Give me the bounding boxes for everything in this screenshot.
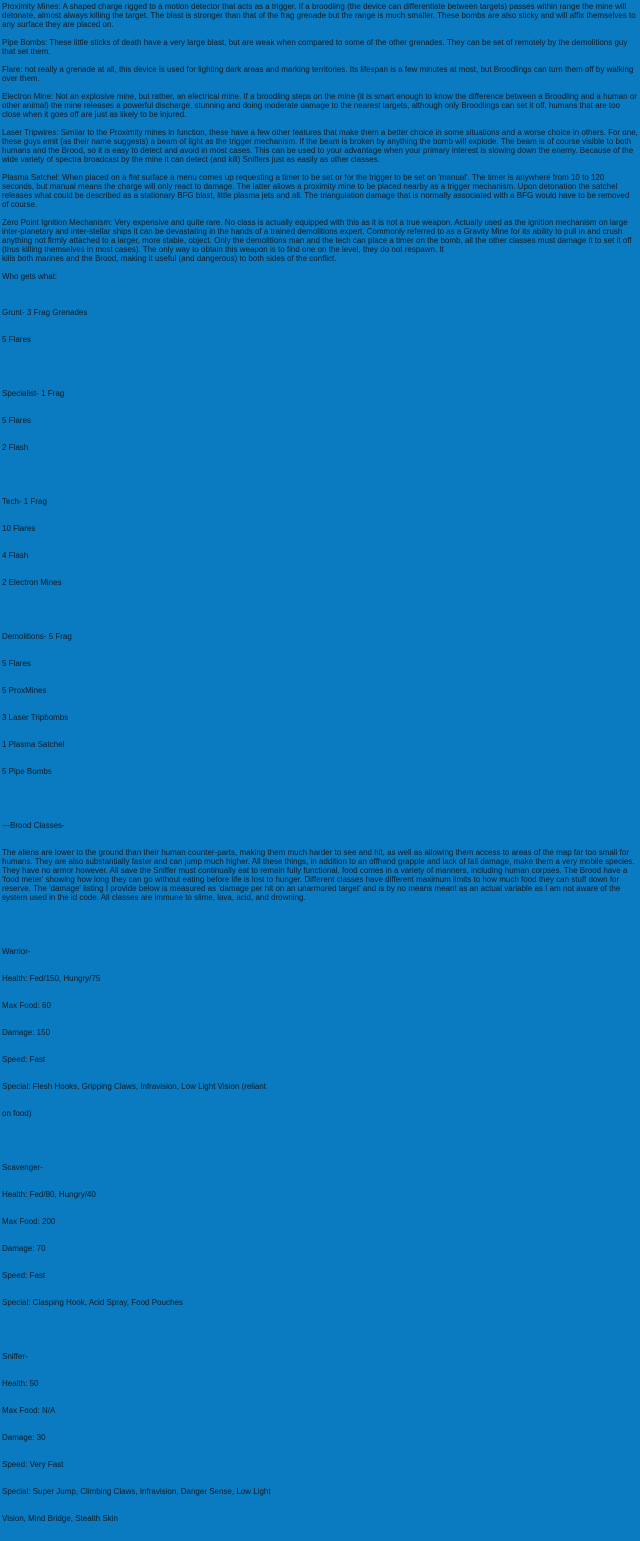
class-line: Health: Fed/150, Hungry/75 [2,974,101,983]
paragraph-laser-tripwires: Laser Tripwires: Similar to the Proximity mines in function, these have a few other features that make them a better choice in some situations and a worse choice in others. For one, these guys emit (as their name suggests) a beam of light as the trigger mechanism. If the beam is broken by anything the bomb will explode. The beam is of course visible to both humans and the Brood, so it is easy to detect and avoid in most cases. This can be used to your advantage when your primary interest is slowing down the enemy. Because of the wide variety of spectra broadcast by the mine it can detect (and kill) Sniffers just as easily as other classes. [2,128,640,164]
class-line: on food) [2,1109,32,1118]
loadout-line: Grunt- 3 Frag Grenades [2,308,88,317]
brood-class-scavenger [2,1145,638,1325]
loadout-tech [2,479,638,605]
loadout-line: 2 Electron Mines [2,578,62,587]
class-line: Special: Clasping Hook, Acid Spray, Food Pouches [2,1298,183,1307]
class-line: Speed: Fast [2,1271,46,1280]
paragraph-flare: Flare: not really a grenade at all, this device is used for lighting dark areas and marking territories. Its lifespan is a few minutes at most, but Broodlings can turn them off by walking over them. [2,65,636,83]
class-line: Special: Super Jump, Climbing Claws, Infravision, Danger Sense, Low Light [2,1487,271,1496]
loadout-line: 10 Flares [2,524,36,533]
paragraph-electron-mine: Electron Mine: Not an explosive mine, but rather, an electrical mine. If a broodling steps on the mine (it is smart enough to know the difference between a Broodling and a human or other animal) the mine releases a powerful discharge, stunning and doing moderate damage to the nearest targets, although only Broodlings can set it off, humans that are too close when it goes off are just as likely to be injured. [2,92,640,119]
class-line: Health: Fed/80, Hungry/40 [2,1190,96,1199]
brood-class-sniffer [2,1334,638,1541]
class-line: Max Food: 60 [2,1001,51,1010]
paragraph-zero-point: Zero Point Ignition Mechanism: Very expensive and quite rare. No class is actually equipped with this as it is not a true weapon. Actually used as the ignition mechanism on large inter-planetary and inter-stellar ships it can be devastating in the hands of a trained demolitions expert. Commonly referred to as a Gravity Mine for its ability to pull in and crush anything not firmly attached to a larger, more stable, object. Only the demolitions man and the tech can place a timer on the bomb, all the other classes must damage it to set it off (thus killing themselves in most cases). The only way to obtain this weapon is to find one on the level, they do not respawn. It kills both marines and the Brood, making it useful (and dangerous) to both sides of the conflict. [2,218,632,263]
loadout-grunt [2,290,638,362]
loadout-line: 5 Flares [2,335,31,344]
who-gets-what-heading: Who gets what: [2,272,58,281]
class-line: Speed: Very Fast [2,1460,64,1469]
loadout-line: 5 Pipe Bombs [2,767,52,776]
loadout-line: 5 Flares [2,659,31,668]
class-line: Speed: Fast [2,1055,46,1064]
class-line: Damage: 70 [2,1244,46,1253]
loadout-line: Specialist- 1 Frag [2,389,65,398]
class-line: Vision, Mind Bridge, Stealth Skin [2,1514,118,1523]
loadout-line: 3 Laser Tripbombs [2,713,69,722]
paragraph-proximity-mines: Proximity Mines: A shaped charge rigged to a motion detector that acts as a trigger. If a broodling (the device can differentiate between targets) passes within range the mine will detonate, almost always killing the target. The blast is stronger than that of the frag grenade but the range is much smaller. These bombs are also sticky and will affix themselves to any surface they are placed on. [2,2,638,29]
loadout-specialist [2,371,638,470]
paragraph-pipe-bombs: Pipe Bombs: These little sticks of death have a very large blast, but are weak when compared to some of the other grenades. They can be set of remotely by the demolitions guy that set them. [2,38,630,56]
brood-intro: The aliens are lower to the ground than their human counter-parts, making them much harder to see and hit, as well as allowing them access to areas of the map far too small for humans. They are also substantially faster and can jump much higher. All these things, in addition to an offhand grapple and lack of fall damage, make them a very mobile species. They have no armor however. All save the Sniffer must continually eat to remain fully functional, food comes in a variety of manners, including human corpses. The Brood have a 'food meter' showing how long they can go without eating before life is lost to hunger. Different classes have different maximum limits to how much food they can stuff down for reserve. The 'damage' listing I provide below is measured as 'damage per hit on an unarmored target' and is by no means meant as an actual variable as I am not aware of the system used in the id code. All classes are immune to slime, lava, acid, and drowning. [2,848,637,902]
class-line: Health: 50 [2,1379,39,1388]
class-line: Special: Flesh Hooks, Gripping Claws, Infravision, Low Light Vision (reliant [2,1082,266,1091]
class-line: Damage: 150 [2,1028,51,1037]
loadout-line: 5 ProxMines [2,686,47,695]
class-line: Sniffer- [2,1352,28,1361]
class-line: Scavenger- [2,1163,43,1172]
brood-heading: ---Brood Classes- [2,821,65,830]
class-line: Max Food: 200 [2,1217,56,1226]
loadout-line: 2 Flash [2,443,29,452]
loadout-line: 5 Flares [2,416,31,425]
brood-class-warrior [2,929,638,1136]
loadout-line: 4 Flash [2,551,29,560]
loadout-demolitions [2,614,638,794]
class-line: Warrior- [2,947,31,956]
class-line: Damage: 30 [2,1433,46,1442]
loadout-line: Tech- 1 Frag [2,497,47,506]
paragraph-plasma-satchel: Plasma Satchel: When placed on a flat surface a menu comes up requesting a timer to be set or for the trigger to be set on 'manual'. The timer is anywhere from 10 to 120 seconds, but manual means the charge will only react to damage. The latter allows a proximity mine to be placed nearby as a trigger mechanism. Upon detonation the satchel releases what could be described as a stationary BFG blast, little plasma jets and all. The triangulation damage that is normally associated with a BFG would have to be removed of course. [2,173,632,209]
loadout-line: 1 Plasma Satchel [2,740,65,749]
class-line: Max Food: N/A [2,1406,56,1415]
brood-section [2,803,638,920]
loadout-line: Demolitions- 5 Frag [2,632,72,641]
